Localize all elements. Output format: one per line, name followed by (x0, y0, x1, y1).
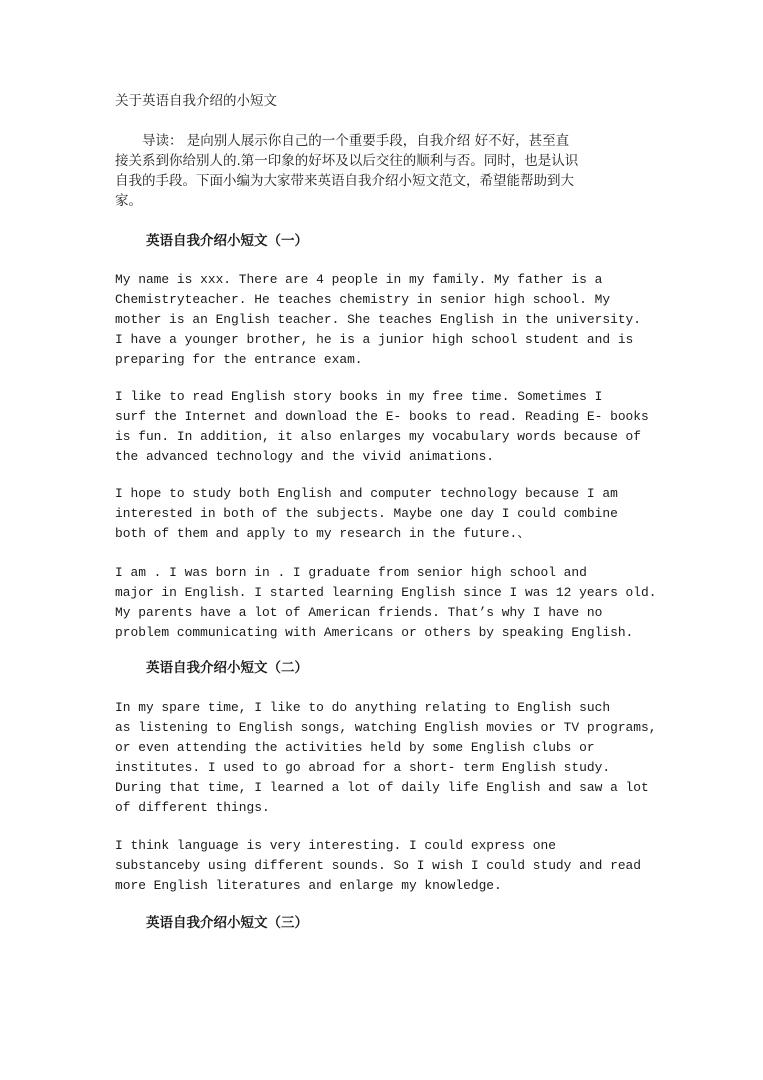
intro-paragraph: 导读： 是向别人展示你自己的一个重要手段，自我介绍 好不好，甚至直 接关系到你给别人的.第一印象的好坏及以后交往的顺利与否。同时，也是认识 自我的手段。下面小编为大家带来英语自我介绍小短文范文，希望能帮助到大 家。 (115, 133, 579, 209)
paragraph: I am . I was born in . I graduate from senior high school and major in English. I started learning English since I was 12 years old. My parents have a lot of American friends. That’s why I have no problem communicating with Americans or others by speaking English. (115, 565, 657, 640)
paragraph: I think language is very interesting. I could express one substanceby using different sounds. So I wish I could study and read more English literatures and enlarge my knowledge. (115, 838, 642, 893)
document-title: 关于英语自我介绍的小短文 (115, 93, 277, 109)
paragraph: I like to read English story books in my free time. Sometimes I surf the Internet and download the E- books to read. Reading E- books is fun. In addition, it also enlarges my vocabulary words because of the advanced technology and the vivid animations. (115, 389, 649, 464)
paragraph: I hope to study both English and computer technology because I am interested in both of the subjects. Maybe one day I could combine both of them and apply to my research in the future.、 (115, 486, 618, 541)
section-heading-1: 英语自我介绍小短文（一） (146, 233, 308, 249)
paragraph: My name is xxx. There are 4 people in my family. My father is a Chemistryteacher. He teaches chemistry in senior high school. My mother is an English teacher. She teaches English in the university. I have a younger brother, he is a junior high school student and is preparing for the entrance exam. (115, 272, 642, 367)
section-heading-2: 英语自我介绍小短文（二） (146, 660, 308, 676)
section-heading-3: 英语自我介绍小短文（三） (146, 915, 308, 931)
paragraph: In my spare time, I like to do anything relating to English such as listening to English songs, watching English movies or TV programs, or even attending the activities held by some English clubs or institutes. I used to go abroad for a short- term English study. During that time, I learned a lot of daily life English and saw a lot of different things. (115, 700, 657, 815)
